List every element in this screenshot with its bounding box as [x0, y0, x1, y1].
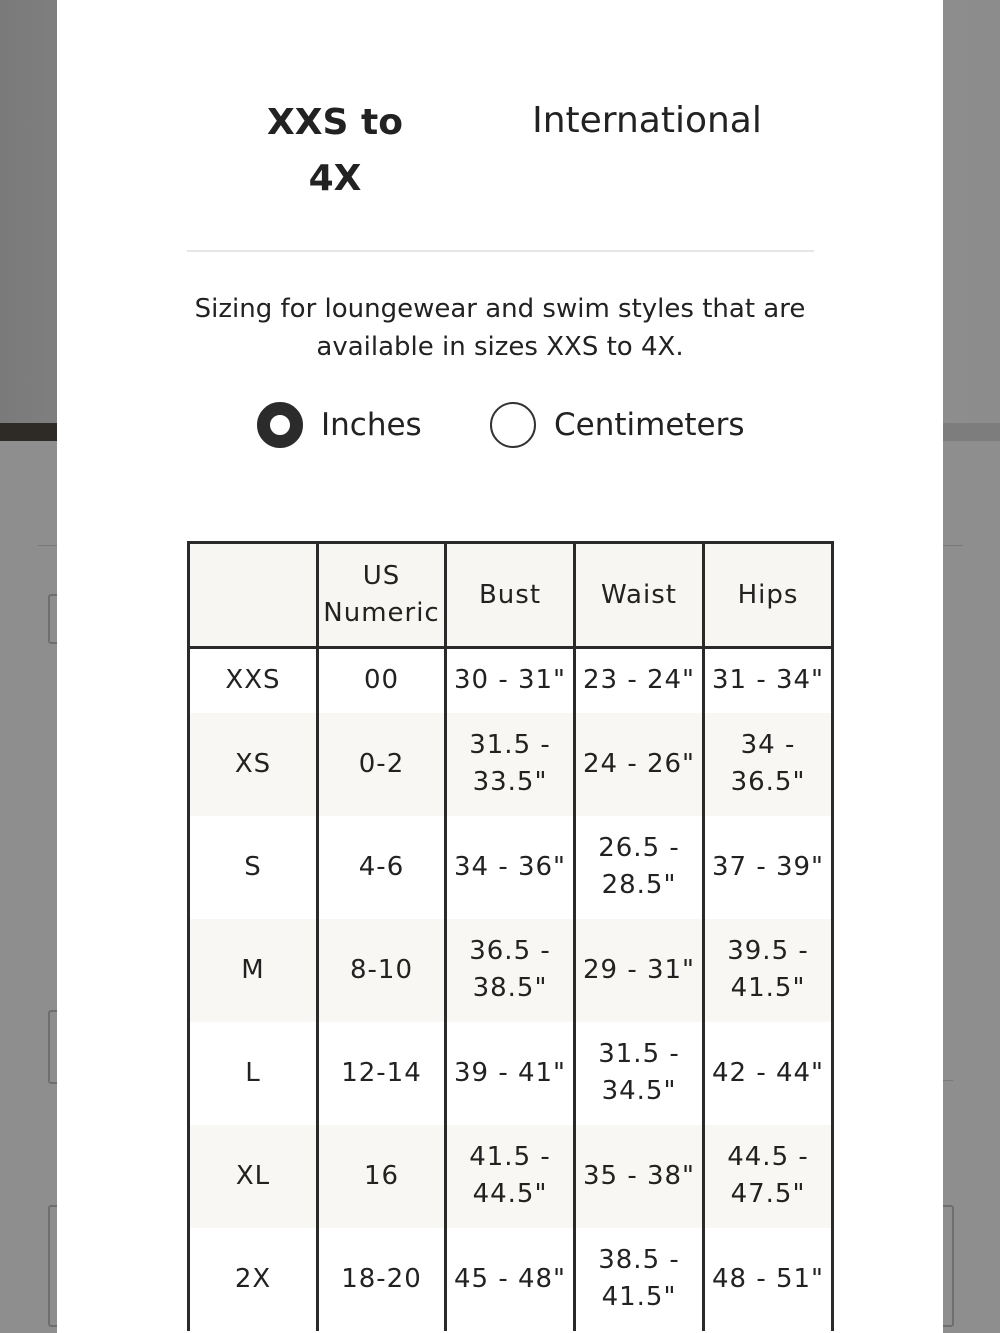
bust-cell: 34 - 36"	[446, 816, 575, 919]
bust-cell: 41.5 - 44.5"	[446, 1125, 575, 1228]
size-cell: XXS	[189, 648, 318, 713]
bust-cell: 30 - 31"	[446, 648, 575, 713]
hips-cell: 37 - 39"	[704, 816, 833, 919]
us-numeric-cell: 18-20	[318, 1228, 446, 1331]
us-numeric-cell: 4-6	[318, 816, 446, 919]
table-row	[189, 1228, 833, 1331]
size-cell: 2X	[189, 1228, 318, 1331]
table-row	[189, 713, 833, 816]
us-numeric-cell: 12-14	[318, 1022, 446, 1125]
size-cell: S	[189, 816, 318, 919]
us-numeric-cell: 16	[318, 1125, 446, 1228]
size-cell: M	[189, 919, 318, 1022]
bust-cell: 39 - 41"	[446, 1022, 575, 1125]
waist-cell: 26.5 - 28.5"	[575, 816, 704, 919]
tab-xxs-to-4x[interactable]: XXS to 4X	[267, 102, 403, 199]
size-chart-table	[187, 541, 834, 1331]
background-bar	[943, 423, 1000, 441]
centimeters-radio-icon[interactable]	[490, 402, 536, 448]
waist-cell: 38.5 - 41.5"	[575, 1228, 704, 1331]
column-header-bust: Bust	[446, 543, 575, 648]
waist-cell: 29 - 31"	[575, 919, 704, 1022]
column-header-waist: Waist	[575, 543, 704, 648]
waist-cell: 24 - 26"	[575, 713, 704, 816]
table-row	[189, 919, 833, 1022]
background-divider	[38, 545, 57, 546]
inches-option[interactable]	[257, 398, 422, 452]
waist-cell: 31.5 - 34.5"	[575, 1022, 704, 1125]
column-header-hips: Hips	[704, 543, 833, 648]
hips-cell: 48 - 51"	[704, 1228, 833, 1331]
size-guide-modal	[57, 0, 943, 1333]
hips-cell: 31 - 34"	[704, 648, 833, 713]
table-row	[189, 816, 833, 919]
table-header-row	[189, 543, 833, 648]
background-divider	[943, 1080, 953, 1081]
us-numeric-cell: 8-10	[318, 919, 446, 1022]
us-numeric-cell: 0-2	[318, 713, 446, 816]
us-numeric-cell: 00	[318, 648, 446, 713]
unit-selector	[57, 398, 943, 454]
hips-cell: 34 - 36.5"	[704, 713, 833, 816]
background-bar	[0, 423, 57, 441]
waist-cell: 23 - 24"	[575, 648, 704, 713]
tabs-divider	[187, 250, 814, 252]
background-divider	[943, 545, 963, 546]
table-row	[189, 1125, 833, 1228]
hips-cell: 39.5 - 41.5"	[704, 919, 833, 1022]
size-cell: L	[189, 1022, 318, 1125]
centimeters-option[interactable]	[490, 398, 745, 452]
inches-radio-icon[interactable]	[257, 402, 303, 448]
bust-cell: 36.5 - 38.5"	[446, 919, 575, 1022]
size-cell: XL	[189, 1125, 318, 1228]
centimeters-label: Centimeters	[554, 407, 745, 443]
table-row	[189, 1022, 833, 1125]
column-header-us-numeric: US Numeric	[318, 543, 446, 648]
hips-cell: 44.5 - 47.5"	[704, 1125, 833, 1228]
tab-international[interactable]: International	[532, 100, 762, 141]
hips-cell: 42 - 44"	[704, 1022, 833, 1125]
waist-cell: 35 - 38"	[575, 1125, 704, 1228]
size-system-tabs	[57, 0, 943, 252]
bust-cell: 45 - 48"	[446, 1228, 575, 1331]
table-row	[189, 648, 833, 713]
inches-label: Inches	[321, 407, 422, 443]
size-cell: XS	[189, 713, 318, 816]
bust-cell: 31.5 - 33.5"	[446, 713, 575, 816]
size-guide-description: Sizing for loungewear and swim styles that are available in sizes XXS to 4X.	[194, 294, 806, 362]
column-header-size	[189, 543, 318, 648]
